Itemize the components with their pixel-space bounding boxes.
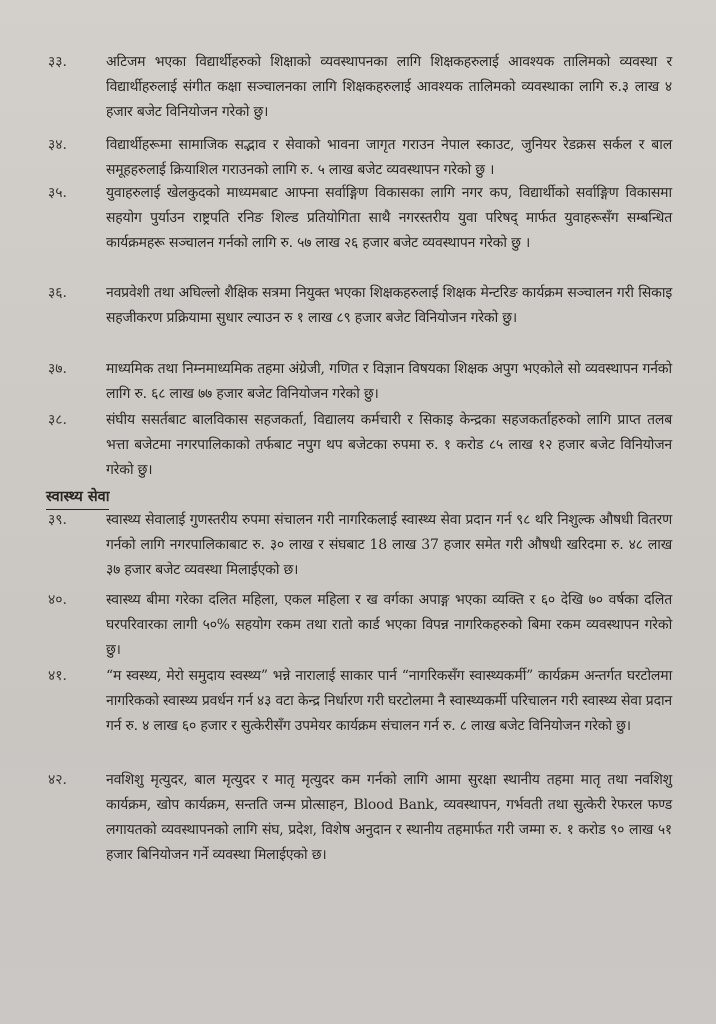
list-item-33 (48, 50, 672, 125)
list-item-40 (48, 588, 672, 663)
item-number: ४१. (48, 668, 68, 684)
item-text: स्वास्थ्य बीमा गरेका दलित महिला, एकल महिला र ख वर्गका अपाङ्ग भएका व्यक्ति र ६० देखि ७० वर्षका दलित घरपरिवारका लागी ५०% सहयोग रकम तथा रातो कार्ड भएका विपन्न नागरिकहरुको बिमा रकम व्यवस्थापन गरेको छु। (106, 592, 672, 658)
list-item-37 (48, 357, 672, 407)
item-number: ४०. (48, 592, 68, 608)
section-heading-health-service: स्वास्थ्य सेवा (46, 486, 109, 510)
item-text: स्वास्थ्य सेवालाई गुणस्तरीय रुपमा संचालन गरी नागरिकलाई स्वास्थ्य सेवा प्रदान गर्न ९८ थरि निशुल्क औषधी वितरण गर्नको लागि नगरपालिकाबाट रु. ३० लाख र संघबाट 18 लाख 37 हजार समेत गरी औषधी खरिदमा रु. ४८ लाख ३७ हजार बजेट व्यवस्था मिलाईएको छ। (106, 512, 672, 578)
item-number: ३३. (48, 54, 68, 70)
item-number: ३८. (48, 412, 68, 428)
list-item-42 (48, 768, 672, 868)
item-number: ४२. (48, 772, 68, 788)
item-text: संघीय ससर्तबाट बालविकास सहजकर्ता, विद्यालय कर्मचारी र सिकाइ केन्द्रका सहजकर्ताहरुको लागि प्राप्त तलब भत्ता बजेटमा नगरपालिकाको तर्फबाट नपुग थप बजेटका रुपमा रु. १ करोड ८५ लाख १२ हजार बजेट विनियोजन गरेको छु। (106, 412, 672, 478)
item-text: नवशिशु मृत्युदर, बाल मृत्युदर र मातृ मृत्युदर कम गर्नको लागि आमा सुरक्षा स्थानीय तहमा मातृ तथा नवशिशु कार्यक्रम, खोप कार्यक्रम, सन्तति जन्म प्रोत्साहन, Blood Bank, व्यवस्थापन, गर्भवती तथा सुत्केरी रेफरल फण्ड लगायतको व्यवस्थापनको लागि संघ, प्रदेश, विशेष अनुदान र स्थानीय तहमार्फत गरी जम्मा रु. १ करोड ९० लाख ५१ हजार बिनियोजन गर्ने व्यवस्था मिलाईएको छ। (106, 772, 672, 863)
list-item-36 (48, 281, 672, 331)
item-text: “म स्वस्थ्य, मेरो समुदाय स्वस्थ्य” भन्ने नारालाई साकार पार्न “नागरिकसँग स्वास्थ्यकर्मी” कार्यक्रम अन्तर्गत घरटोलमा नागरिकको स्वास्थ्य प्रवर्धन गर्न ४३ वटा केन्द्र निर्धारण गरी घरटोलमा नै स्वास्थ्यकर्मी परिचालन गरी स्वास्थ्य सेवा प्रदान गर्न रु. ४ लाख ६० हजार र सुत्केरीसँग उपमेयर कार्यक्रम संचालन गर्न रु. ८ लाख बजेट विनियोजन गरेको छु। (106, 668, 672, 734)
item-text: माध्यमिक तथा निम्नमाध्यमिक तहमा अंग्रेजी, गणित र विज्ञान विषयका शिक्षक अपुग भएकोले सो व्यवस्थापन गर्नको लागि रु. ६८ लाख ७७ हजार बजेट विनियोजन गरेको छु। (106, 361, 672, 402)
list-item-35 (48, 181, 672, 256)
item-number: ३४. (48, 137, 68, 153)
item-number: ३५. (48, 185, 68, 201)
item-text: युवाहरुलाई खेलकुदको माध्यमबाट आफ्ना सर्वाङ्गिण विकासका लागि नगर कप, विद्यार्थीको सर्वाङ्गिण विकासमा सहयोग पुर्याउन राष्ट्रपति रनिङ शिल्ड प्रतियोगिता साथै नगरस्तरीय युवा परिषद् मार्फत युवाहरूसँग सम्बन्धित कार्यक्रमहरू सञ्चालन गर्नको लागि रु. ५७ लाख २६ हजार बजेट व्यवस्थापन गरेको छु । (106, 185, 672, 251)
list-item-38 (48, 408, 672, 483)
item-text: विद्यार्थीहरूमा सामाजिक सद्भाव र सेवाको भावना जागृत गराउन नेपाल स्काउट, जुनियर रेडक्रस सर्कल र बाल समूहहरुलाई क्रियाशिल गराउनको लागि रु. ५ लाख बजेट व्यवस्थापन गरेको छु । (106, 137, 672, 178)
list-item-39 (48, 508, 672, 583)
item-number: ३९. (48, 512, 68, 528)
list-item-34 (48, 133, 672, 183)
item-number: ३६. (48, 285, 68, 301)
item-text: नवप्रवेशी तथा अघिल्लो शैक्षिक सत्रमा नियुक्त भएका शिक्षकहरुलाई शिक्षक मेन्टरिङ कार्यक्रम सञ्चालन गरी सिकाइ सहजीकरण प्रक्रियामा सुधार ल्याउन रु १ लाख ८९ हजार बजेट विनियोजन गरेको छु। (106, 285, 672, 326)
item-text: अटिजम भएका विद्यार्थीहरुको शिक्षाको व्यवस्थापनका लागि शिक्षकहरुलाई आवश्यक तालिमको व्यवस्था र विद्यार्थीहरुलाई संगीत कक्षा सञ्चालनका लागि शिक्षकहरुलाई आवश्यक तालिमको व्यवस्थाका लागि रु.३ लाख ४ हजार बजेट विनियोजन गरेको छु। (106, 54, 672, 120)
list-item-41 (48, 664, 672, 739)
item-number: ३७. (48, 361, 68, 377)
